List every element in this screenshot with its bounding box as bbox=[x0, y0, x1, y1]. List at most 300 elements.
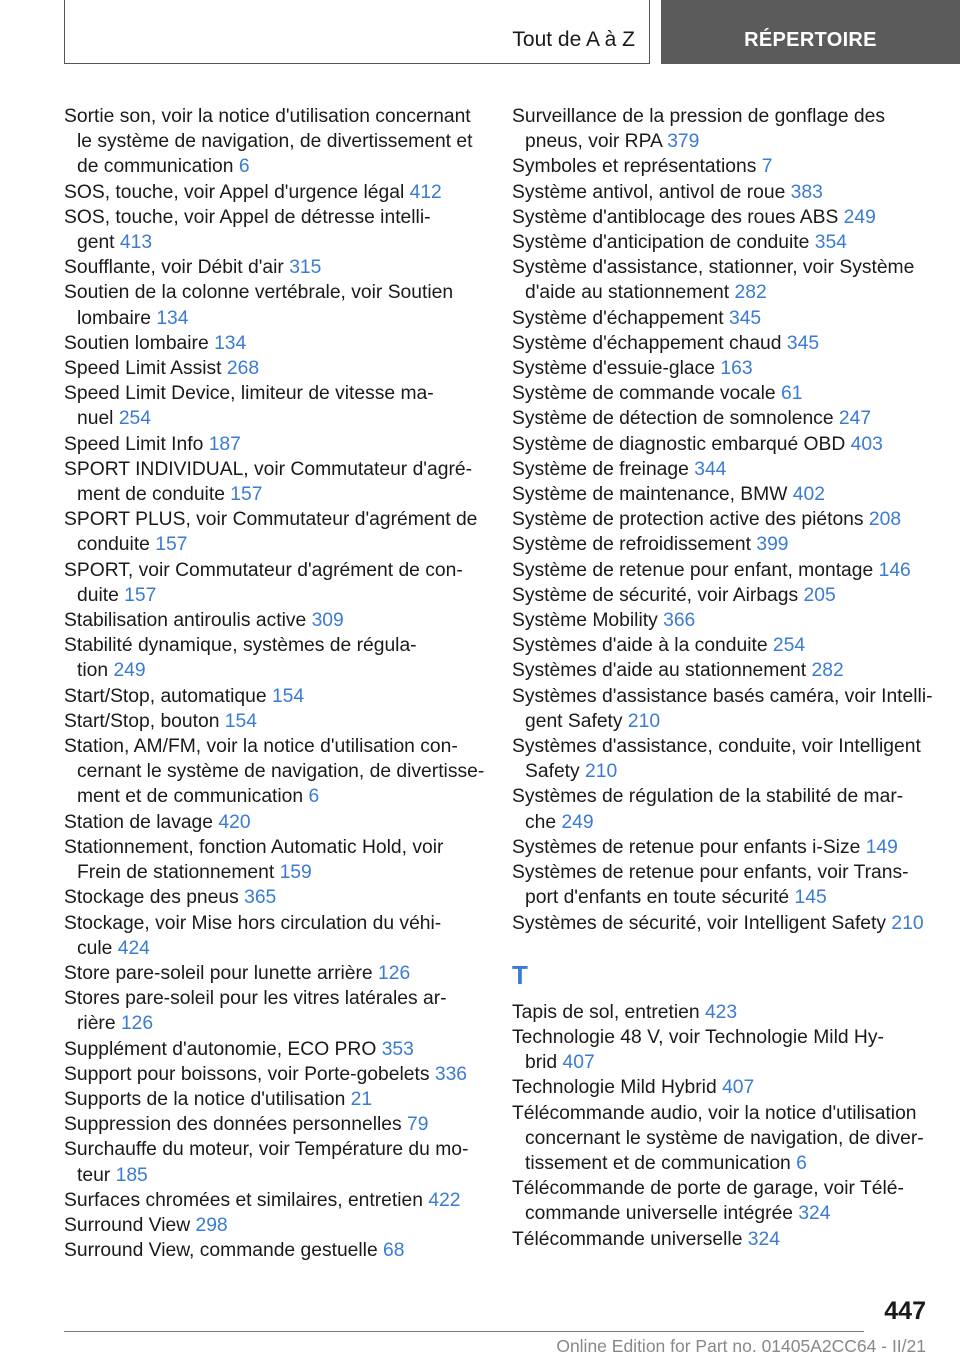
index-entry-line bbox=[64, 381, 484, 406]
index-entry bbox=[64, 507, 484, 557]
page-reference-link[interactable]: 134 bbox=[214, 332, 247, 354]
page-reference-link[interactable]: 315 bbox=[289, 257, 322, 279]
index-entry bbox=[512, 432, 932, 457]
page-reference-link[interactable]: 126 bbox=[378, 962, 411, 984]
page-reference-link[interactable]: 344 bbox=[694, 458, 727, 480]
index-entry-text: Support pour boissons, voir Porte-gobelets bbox=[64, 1063, 430, 1085]
page-reference-link[interactable]: 21 bbox=[350, 1088, 373, 1110]
index-entry-text: Surveillance de la pression de gonflage des bbox=[512, 106, 886, 127]
index-entry bbox=[64, 885, 484, 910]
index-entry-line bbox=[64, 558, 484, 583]
index-entry-line bbox=[512, 104, 932, 129]
page-reference-link[interactable]: 210 bbox=[585, 761, 618, 783]
index-entry-text: Symboles et représentations bbox=[512, 156, 757, 178]
index-entry bbox=[512, 1227, 932, 1252]
index-entry-line bbox=[64, 1238, 484, 1263]
index-entry-line bbox=[512, 532, 932, 557]
header-section-title: Tout de A à Z bbox=[512, 28, 635, 51]
page-reference-link[interactable]: 353 bbox=[381, 1038, 414, 1060]
page-reference-link[interactable]: 157 bbox=[124, 584, 157, 606]
index-entry-text: d'aide au stationnement bbox=[525, 282, 730, 304]
index-entry-line bbox=[512, 457, 932, 482]
index-entry bbox=[512, 734, 932, 784]
index-entry-text: ment de conduite bbox=[77, 484, 225, 506]
index-entry-text: Technologie 48 V, voir Technologie Mild Hy- bbox=[512, 1026, 884, 1048]
index-entry-text: gent Safety bbox=[525, 710, 623, 732]
index-entry-text: Station, AM/FM, voir la notice d'utilisation con- bbox=[64, 736, 458, 758]
index-entry bbox=[64, 608, 484, 633]
index-entry-line bbox=[64, 205, 484, 230]
index-entry bbox=[512, 1101, 932, 1177]
index-entry-text: Speed Limit Device, limiteur de vitesse ma- bbox=[64, 383, 434, 405]
index-entry-line bbox=[64, 1163, 484, 1188]
index-entry-line bbox=[64, 961, 484, 986]
index-entry-line bbox=[512, 1025, 932, 1050]
index-entry-text: Systèmes d'assistance basés caméra, voir Intelli- bbox=[512, 685, 933, 707]
page-reference-link[interactable]: 6 bbox=[238, 156, 250, 178]
page-reference-link[interactable]: 208 bbox=[868, 509, 902, 531]
page-reference-link[interactable]: 154 bbox=[271, 685, 305, 707]
index-entry-text: pneus, voir RPA bbox=[525, 131, 662, 153]
page-reference-link[interactable]: 205 bbox=[803, 584, 836, 606]
index-entry-line bbox=[64, 734, 484, 759]
index-entry-text: gent bbox=[77, 232, 115, 254]
index-entry bbox=[512, 381, 932, 406]
page-reference-link[interactable]: 309 bbox=[311, 610, 344, 632]
index-entry bbox=[512, 583, 932, 608]
index-entry-line bbox=[512, 860, 932, 885]
index-entry-text: Surfaces chromées et similaires, entretien bbox=[64, 1189, 423, 1211]
index-entry-text: SPORT PLUS, voir Commutateur d'agrément de bbox=[64, 509, 478, 531]
index-entry-line bbox=[64, 331, 484, 356]
index-entry bbox=[512, 180, 932, 205]
page-reference-link[interactable]: 413 bbox=[119, 232, 153, 254]
page-reference-link[interactable]: 399 bbox=[756, 534, 789, 556]
index-entry bbox=[512, 255, 932, 305]
page-reference-link[interactable]: 407 bbox=[562, 1052, 595, 1074]
index-entry-line bbox=[512, 911, 932, 936]
page-reference-link[interactable]: 366 bbox=[663, 610, 696, 632]
index-entry-text: Suppression des données personnelles bbox=[64, 1114, 402, 1136]
page-reference-link[interactable]: 6 bbox=[796, 1152, 807, 1174]
index-entry-text: Système de protection active des piétons bbox=[512, 509, 864, 531]
header-tab-label: RÉPERTOIRE bbox=[744, 29, 877, 51]
page-reference-link[interactable]: 407 bbox=[722, 1077, 755, 1099]
index-entry-text: duite bbox=[77, 584, 119, 606]
page-reference-link[interactable]: 210 bbox=[627, 710, 661, 732]
index-entry-line bbox=[64, 1087, 484, 1112]
index-entry-text: Store pare-soleil pour lunette arrière bbox=[64, 962, 373, 984]
index-entry-line bbox=[64, 936, 484, 961]
index-entry-text: Frein de stationnement bbox=[77, 862, 275, 884]
index-entry-line bbox=[512, 1101, 932, 1126]
page-reference-link[interactable]: 187 bbox=[208, 433, 241, 455]
index-entry-line bbox=[512, 759, 932, 784]
index-entry-line bbox=[64, 255, 484, 280]
index-entry-text: Systèmes de retenue pour enfants, voir Trans- bbox=[512, 862, 909, 884]
header-tab-repertoire[interactable] bbox=[661, 0, 960, 64]
index-entry-text: Supports de la notice d'utilisation bbox=[64, 1088, 346, 1110]
index-entry-text: Système d'essuie-glace bbox=[512, 358, 716, 380]
index-entry-line bbox=[512, 885, 932, 910]
page-reference-link[interactable]: 268 bbox=[226, 358, 260, 380]
index-entry-line bbox=[64, 986, 484, 1011]
index-entry-line bbox=[512, 1075, 932, 1100]
index-entry-line bbox=[512, 558, 932, 583]
index-entry bbox=[64, 684, 484, 709]
page-reference-link[interactable]: 163 bbox=[720, 358, 753, 380]
page-reference-link[interactable]: 345 bbox=[786, 332, 820, 354]
index-entry bbox=[64, 911, 484, 961]
page-reference-link[interactable]: 379 bbox=[667, 131, 700, 153]
index-entry-text: nuel bbox=[77, 408, 114, 430]
footer-edition-text: Online Edition for Part no. 01405A2CC64 - II/21 bbox=[556, 1336, 926, 1356]
index-entry bbox=[64, 180, 484, 205]
index-entry-text: Surround View, commande gestuelle bbox=[64, 1240, 378, 1262]
index-entry bbox=[64, 1238, 484, 1263]
page-reference-link[interactable]: 403 bbox=[850, 433, 883, 455]
index-entry-line bbox=[512, 306, 932, 331]
index-group-s-continued bbox=[512, 104, 932, 936]
index-entry-line bbox=[512, 482, 932, 507]
index-entry-line bbox=[64, 885, 484, 910]
index-entry bbox=[512, 230, 932, 255]
footer-divider bbox=[64, 1331, 864, 1332]
index-entry-line bbox=[512, 1201, 932, 1226]
page-reference-link[interactable]: 354 bbox=[814, 232, 847, 254]
index-entry-text: le système de navigation, de divertissement et bbox=[77, 131, 473, 153]
page-reference-link[interactable]: 157 bbox=[230, 484, 263, 506]
index-entry bbox=[64, 961, 484, 986]
page-reference-link[interactable]: 298 bbox=[195, 1214, 228, 1236]
index-entry-line bbox=[512, 154, 932, 179]
index-group-t bbox=[512, 1000, 932, 1252]
header-section-box bbox=[64, 0, 650, 64]
index-entry-text: lombaire bbox=[77, 307, 151, 329]
index-entry bbox=[64, 457, 484, 507]
index-entry-line bbox=[64, 1213, 484, 1238]
index-entry-text: Start/Stop, automatique bbox=[64, 685, 267, 707]
page-reference-link[interactable]: 249 bbox=[561, 811, 594, 833]
index-entry-line bbox=[512, 810, 932, 835]
index-entry-text: port d'enfants en toute sécurité bbox=[525, 887, 790, 909]
index-entry bbox=[64, 255, 484, 280]
index-entry-line bbox=[512, 658, 932, 683]
page-reference-link[interactable]: 282 bbox=[734, 282, 767, 304]
page-reference-link[interactable]: 149 bbox=[865, 836, 898, 858]
index-entry-line bbox=[64, 1037, 484, 1062]
index-entry-text: Télécommande de porte de garage, voir Télé- bbox=[512, 1178, 904, 1200]
page-reference-link[interactable]: 247 bbox=[838, 408, 872, 430]
index-entry bbox=[512, 608, 932, 633]
index-entry-text: che bbox=[525, 811, 557, 833]
index-entry bbox=[512, 154, 932, 179]
index-entry-text: Stockage, voir Mise hors circulation du véhi- bbox=[64, 912, 442, 934]
index-entry-text: Systèmes de retenue pour enfants i-Size bbox=[512, 836, 861, 858]
index-entry-line bbox=[64, 583, 484, 608]
index-entry-text: Système de diagnostic embarqué OBD bbox=[512, 433, 846, 455]
index-entry-text: Sortie son, voir la notice d'utilisation concernant bbox=[64, 106, 471, 127]
index-entry bbox=[512, 784, 932, 834]
index-entry bbox=[512, 205, 932, 230]
index-entry-text: SOS, touche, voir Appel d'urgence légal bbox=[64, 181, 405, 203]
page-reference-link[interactable]: 7 bbox=[761, 156, 773, 178]
index-entry bbox=[512, 1000, 932, 1025]
page-reference-link[interactable]: 254 bbox=[118, 408, 151, 430]
index-entry-text: Système de détection de somnolence bbox=[512, 408, 834, 430]
page-reference-link[interactable]: 336 bbox=[434, 1063, 468, 1085]
index-entry bbox=[512, 457, 932, 482]
index-entry-line bbox=[512, 406, 932, 431]
page-reference-link[interactable]: 254 bbox=[772, 635, 806, 657]
index-entry bbox=[64, 810, 484, 835]
index-entry-text: SPORT, voir Commutateur d'agrément de con- bbox=[64, 559, 463, 581]
page-reference-link[interactable]: 61 bbox=[781, 383, 803, 405]
index-entry-line bbox=[512, 1050, 932, 1075]
page-reference-link[interactable]: 402 bbox=[792, 484, 825, 506]
page-reference-link[interactable]: 145 bbox=[794, 887, 827, 909]
index-entry-text: Système de freinage bbox=[512, 458, 689, 480]
index-entry bbox=[64, 633, 484, 683]
page-reference-link[interactable]: 383 bbox=[790, 181, 823, 203]
index-entry-line bbox=[64, 759, 484, 784]
index-entry-line bbox=[64, 532, 484, 557]
page-reference-link[interactable]: 146 bbox=[878, 559, 911, 581]
index-entry-text: Système de commande vocale bbox=[512, 383, 776, 405]
index-entry-line bbox=[64, 356, 484, 381]
index-entry-text: Stores pare-soleil pour les vitres latérales ar- bbox=[64, 988, 447, 1010]
index-entry-text: cernant le système de navigation, de divertisse- bbox=[77, 761, 485, 783]
index-entry-line bbox=[64, 810, 484, 835]
index-entry bbox=[64, 1037, 484, 1062]
index-entry-line bbox=[64, 860, 484, 885]
index-entry-line bbox=[512, 381, 932, 406]
index-entry-text: tissement et de communication bbox=[525, 1152, 791, 1174]
index-entry bbox=[512, 1176, 932, 1226]
index-entry-text: Systèmes d'aide au stationnement bbox=[512, 660, 807, 682]
index-entry-line bbox=[512, 255, 932, 280]
index-entry bbox=[64, 1112, 484, 1137]
index-entry-text: rière bbox=[77, 1013, 116, 1035]
index-entry-text: Start/Stop, bouton bbox=[64, 710, 220, 732]
index-entry-line bbox=[512, 835, 932, 860]
index-entry bbox=[512, 684, 932, 734]
index-entry bbox=[512, 1075, 932, 1100]
index-entry-line bbox=[512, 230, 932, 255]
index-entry-text: teur bbox=[77, 1164, 111, 1186]
index-entry bbox=[512, 331, 932, 356]
index-entry bbox=[64, 734, 484, 810]
index-column-left bbox=[64, 104, 484, 1263]
index-entry-text: Surchauffe du moteur, voir Température du mo- bbox=[64, 1139, 469, 1161]
index-entry-line bbox=[64, 432, 484, 457]
page-reference-link[interactable]: 324 bbox=[798, 1203, 831, 1225]
index-entry bbox=[512, 633, 932, 658]
index-entry-line bbox=[512, 129, 932, 154]
index-entry-text: Système d'anticipation de conduite bbox=[512, 232, 810, 254]
index-entry bbox=[64, 104, 484, 180]
index-entry-line bbox=[64, 658, 484, 683]
index-entry-line bbox=[64, 911, 484, 936]
index-entry bbox=[64, 558, 484, 608]
index-entry-line bbox=[64, 280, 484, 305]
index-entry-text: Télécommande universelle bbox=[512, 1228, 743, 1250]
page-reference-link[interactable]: 412 bbox=[409, 181, 442, 203]
index-entry bbox=[512, 356, 932, 381]
index-entry-text: Systèmes de régulation de la stabilité de mar- bbox=[512, 786, 904, 808]
page-reference-link[interactable]: 423 bbox=[704, 1001, 738, 1023]
index-entry bbox=[512, 306, 932, 331]
index-entry-line bbox=[64, 1137, 484, 1162]
index-entry-line bbox=[512, 1227, 932, 1252]
index-entry bbox=[512, 507, 932, 532]
index-entry-line bbox=[512, 331, 932, 356]
index-entry bbox=[512, 1025, 932, 1075]
index-entry-text: Soutien de la colonne vertébrale, voir Soutien bbox=[64, 282, 454, 304]
index-entry bbox=[64, 280, 484, 330]
index-entry-line bbox=[64, 230, 484, 255]
page-reference-link[interactable]: 422 bbox=[428, 1189, 461, 1211]
index-entry-line bbox=[64, 784, 484, 809]
index-entry bbox=[512, 104, 932, 154]
index-entry-line bbox=[64, 1062, 484, 1087]
index-entry-line bbox=[512, 180, 932, 205]
index-entry-text: Supplément d'autonomie, ECO PRO bbox=[64, 1038, 377, 1060]
index-entry bbox=[64, 432, 484, 457]
index-entry-line bbox=[512, 1126, 932, 1151]
index-entry-line bbox=[64, 406, 484, 431]
index-entry bbox=[64, 356, 484, 381]
index-entry-text: Soutien lombaire bbox=[64, 332, 209, 354]
index-entry-line bbox=[64, 180, 484, 205]
index-entry-text: brid bbox=[525, 1052, 558, 1074]
index-entry-line bbox=[512, 356, 932, 381]
page-reference-link[interactable]: 345 bbox=[728, 307, 762, 329]
page-reference-link[interactable]: 6 bbox=[308, 786, 320, 808]
index-entry-text: Speed Limit Info bbox=[64, 433, 204, 455]
index-entry-line bbox=[512, 734, 932, 759]
index-entry-line bbox=[64, 1011, 484, 1036]
index-entry-text: Stationnement, fonction Automatic Hold, voir bbox=[64, 836, 444, 858]
page-reference-link[interactable]: 210 bbox=[891, 912, 924, 934]
index-entry bbox=[64, 1087, 484, 1112]
index-entry-text: Systèmes de sécurité, voir Intelligent Safety bbox=[512, 912, 887, 934]
index-entry-text: SPORT INDIVIDUAL, voir Commutateur d'agré- bbox=[64, 458, 473, 480]
index-entry-line bbox=[64, 154, 484, 179]
index-entry-text: Système de retenue pour enfant, montage bbox=[512, 559, 874, 581]
page-reference-link[interactable]: 134 bbox=[156, 307, 189, 329]
index-entry-line bbox=[64, 482, 484, 507]
index-entry-text: Système d'antiblocage des roues ABS bbox=[512, 206, 839, 228]
index-entry-line bbox=[512, 432, 932, 457]
page-reference-link[interactable]: 249 bbox=[113, 660, 146, 682]
index-entry-text: Speed Limit Assist bbox=[64, 358, 222, 380]
index-entry-line bbox=[64, 104, 484, 129]
index-entry-line bbox=[64, 457, 484, 482]
index-entry bbox=[64, 986, 484, 1036]
index-entry-text: Système d'échappement bbox=[512, 307, 724, 329]
index-entry bbox=[64, 709, 484, 734]
page-reference-link[interactable]: 68 bbox=[383, 1240, 405, 1262]
index-entry-text: commande universelle intégrée bbox=[525, 1203, 793, 1225]
index-entry-line bbox=[64, 835, 484, 860]
index-letter-heading: T bbox=[512, 959, 528, 990]
index-entry-line bbox=[512, 1151, 932, 1176]
index-entry bbox=[64, 205, 484, 255]
index-entry-text: Systèmes d'assistance, conduite, voir Intelligent bbox=[512, 736, 921, 758]
index-entry-text: Stabilité dynamique, systèmes de régula- bbox=[64, 635, 417, 657]
index-entry-text: de communication bbox=[77, 156, 234, 178]
page-reference-link[interactable]: 282 bbox=[811, 660, 844, 682]
index-entry-text: Station de lavage bbox=[64, 811, 214, 833]
index-entry-line bbox=[64, 507, 484, 532]
index-entry-line bbox=[64, 306, 484, 331]
index-entry-text: Systèmes d'aide à la conduite bbox=[512, 635, 768, 657]
index-entry-text: Surround View bbox=[64, 1214, 191, 1236]
index-entry-line bbox=[64, 129, 484, 154]
page-reference-link[interactable]: 420 bbox=[218, 811, 251, 833]
index-entry-line bbox=[64, 1112, 484, 1137]
index-entry-text: Technologie Mild Hybrid bbox=[512, 1077, 717, 1099]
page-reference-link[interactable]: 157 bbox=[155, 534, 188, 556]
page-reference-link[interactable]: 159 bbox=[279, 862, 312, 884]
index-entry-line bbox=[512, 709, 932, 734]
index-entry-text: Télécommande audio, voir la notice d'utilisation bbox=[512, 1102, 917, 1124]
page-reference-link[interactable]: 154 bbox=[224, 710, 257, 732]
index-entry-line bbox=[512, 280, 932, 305]
index-entry-line bbox=[64, 709, 484, 734]
index-entry bbox=[512, 911, 932, 936]
index-entry-text: Système Mobility bbox=[512, 610, 658, 632]
index-entry-line bbox=[64, 1188, 484, 1213]
index-entry bbox=[512, 482, 932, 507]
index-entry-text: Stockage des pneus bbox=[64, 887, 239, 909]
index-entry-line bbox=[512, 205, 932, 230]
index-entry-text: Soufflante, voir Débit d'air bbox=[64, 257, 284, 279]
page-number: 447 bbox=[884, 1297, 926, 1325]
index-entry-line bbox=[64, 684, 484, 709]
index-entry bbox=[64, 835, 484, 885]
index-entry bbox=[512, 835, 932, 860]
page-reference-link[interactable]: 79 bbox=[407, 1114, 429, 1136]
index-entry-text: Système de refroidissement bbox=[512, 534, 751, 556]
index-entry-line bbox=[64, 608, 484, 633]
index-entry-text: Stabilisation antiroulis active bbox=[64, 610, 307, 632]
index-entry-text: cule bbox=[77, 937, 113, 959]
page-reference-link[interactable]: 324 bbox=[747, 1228, 780, 1250]
index-entry-text: Safety bbox=[525, 761, 580, 783]
index-column-right bbox=[512, 104, 932, 1252]
index-entry bbox=[64, 381, 484, 431]
page-reference-link[interactable]: 249 bbox=[843, 206, 876, 228]
page-reference-link[interactable]: 424 bbox=[117, 937, 150, 959]
index-entry-line bbox=[512, 1000, 932, 1025]
index-entry bbox=[64, 1062, 484, 1087]
index-entry-line bbox=[512, 784, 932, 809]
index-entry bbox=[64, 1213, 484, 1238]
index-entry bbox=[64, 1188, 484, 1213]
page-reference-link[interactable]: 126 bbox=[120, 1013, 154, 1035]
index-entry bbox=[512, 658, 932, 683]
index-entry-text: Système de maintenance, BMW bbox=[512, 484, 788, 506]
index-entry bbox=[512, 532, 932, 557]
index-entry-text: Système antivol, antivol de roue bbox=[512, 181, 786, 203]
index-entry-text: SOS, touche, voir Appel de détresse intelli- bbox=[64, 206, 431, 228]
index-entry bbox=[512, 860, 932, 910]
page-reference-link[interactable]: 185 bbox=[115, 1164, 148, 1186]
page-reference-link[interactable]: 365 bbox=[244, 887, 277, 909]
index-entry-text: conduite bbox=[77, 534, 150, 556]
